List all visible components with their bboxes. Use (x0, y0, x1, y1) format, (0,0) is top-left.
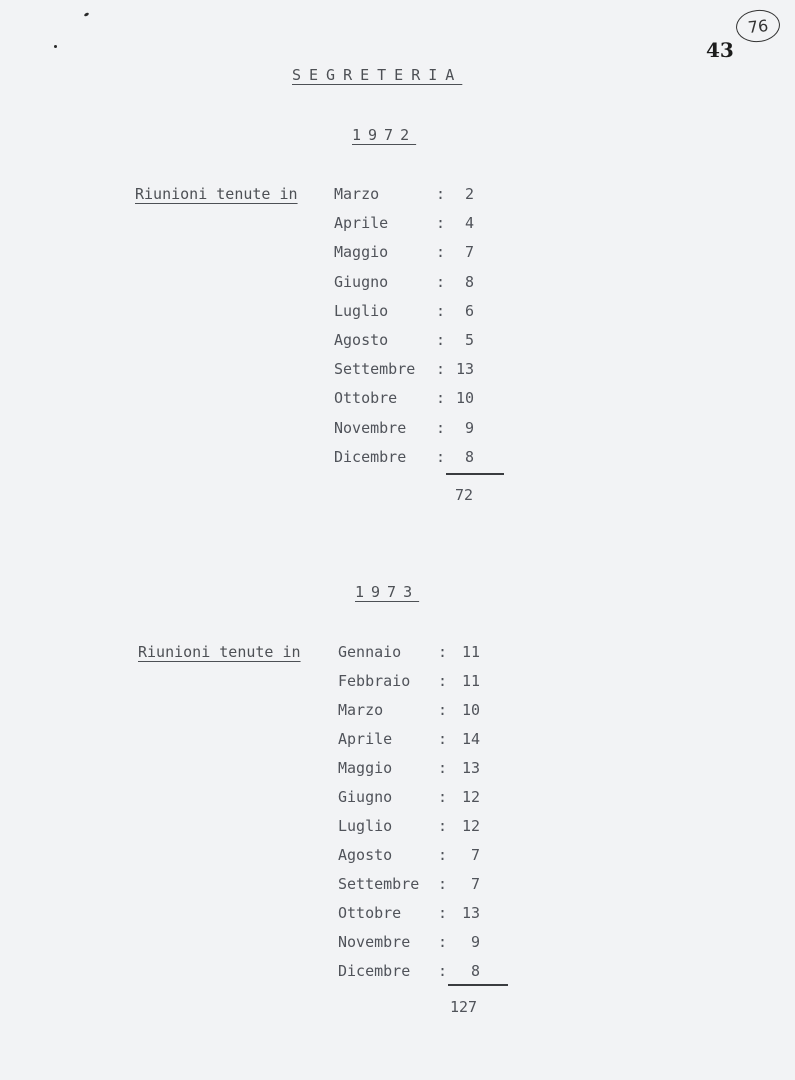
meeting-count: 9 (470, 933, 480, 951)
separator-colon: : (436, 331, 446, 349)
separator-colon: : (438, 817, 448, 835)
month-name: Febbraio (338, 672, 411, 690)
meeting-count: 8 (470, 962, 480, 980)
total-rule (448, 984, 508, 986)
month-name: Maggio (338, 759, 393, 777)
month-row (338, 759, 508, 785)
section-year: 1973 (355, 583, 420, 601)
separator-colon: : (438, 933, 448, 951)
month-name: Maggio (334, 243, 389, 262)
separator-colon: : (438, 643, 448, 661)
month-row (334, 419, 504, 445)
meeting-count: 7 (470, 875, 480, 893)
separator-colon: : (436, 185, 446, 203)
meeting-count: 4 (464, 214, 474, 233)
month-row (338, 904, 508, 930)
separator-colon: : (438, 846, 448, 864)
month-name: Novembre (334, 418, 407, 437)
month-name: Agosto (334, 331, 389, 349)
month-name: Ottobre (338, 904, 402, 922)
meeting-count: 12 (461, 817, 480, 835)
meeting-count: 11 (461, 672, 480, 690)
document-title: SEGRETERIA (292, 66, 463, 84)
separator-colon: : (438, 730, 448, 748)
separator-colon: : (436, 447, 446, 466)
month-row (338, 788, 508, 814)
meeting-count: 10 (455, 389, 474, 408)
handwritten-page-number (734, 8, 781, 44)
separator-colon: : (438, 672, 448, 690)
ink-speck (54, 45, 57, 48)
month-row (334, 448, 504, 474)
month-row (334, 302, 504, 328)
month-name: Novembre (338, 933, 411, 951)
month-row (334, 331, 504, 357)
month-name: Settembre (334, 360, 416, 379)
meeting-count: 2 (464, 185, 474, 203)
month-name: Giugno (334, 272, 389, 291)
separator-colon: : (436, 301, 446, 320)
month-row (334, 273, 504, 299)
month-name: Aprile (334, 214, 389, 233)
separator-colon: : (438, 759, 448, 777)
meeting-count: 5 (464, 331, 474, 349)
separator-colon: : (438, 904, 448, 922)
month-row (338, 875, 508, 901)
month-name: Agosto (338, 846, 393, 864)
month-row (338, 672, 508, 698)
month-row (334, 185, 504, 211)
separator-colon: : (438, 701, 448, 719)
month-name: Luglio (338, 817, 393, 835)
meeting-count: 13 (455, 360, 474, 379)
meeting-count: 8 (464, 272, 474, 291)
handwritten-page-number-text: 76 (746, 15, 770, 37)
section-total: 127 (450, 998, 478, 1016)
month-name: Luglio (334, 301, 389, 320)
separator-colon: : (436, 272, 446, 291)
month-row (338, 730, 508, 756)
month-row (338, 701, 508, 727)
separator-colon: : (436, 243, 446, 262)
meeting-count: 13 (461, 759, 480, 777)
month-name: Dicembre (334, 447, 407, 466)
month-name: Dicembre (338, 962, 411, 980)
meeting-count: 10 (461, 701, 480, 719)
month-name: Settembre (338, 875, 420, 893)
separator-colon: : (438, 875, 448, 893)
separator-colon: : (438, 788, 448, 806)
section-year: 1972 (352, 126, 417, 144)
meeting-count: 13 (461, 904, 480, 922)
meeting-count: 7 (470, 846, 480, 864)
month-name: Aprile (338, 730, 393, 748)
meeting-count: 8 (464, 447, 474, 466)
month-row (334, 243, 504, 269)
meeting-count: 7 (464, 243, 474, 262)
total-rule (446, 473, 504, 475)
month-name: Giugno (338, 788, 393, 806)
meeting-count: 11 (461, 643, 480, 661)
meeting-count: 14 (461, 730, 480, 748)
meeting-count: 9 (464, 418, 474, 437)
month-row (334, 360, 504, 386)
month-name: Ottobre (334, 389, 398, 408)
meeting-count: 12 (461, 788, 480, 806)
month-row (338, 643, 508, 669)
month-name: Marzo (338, 701, 384, 719)
month-row (338, 817, 508, 843)
separator-colon: : (438, 962, 448, 980)
separator-colon: : (436, 389, 446, 408)
meeting-count: 6 (464, 301, 474, 320)
separator-colon: : (436, 418, 446, 437)
month-row (334, 389, 504, 415)
section-label: Riunioni tenute in (138, 643, 301, 661)
month-row (334, 214, 504, 240)
month-row (338, 846, 508, 872)
month-name: Gennaio (338, 643, 402, 661)
page-number-stamp: 43 (706, 38, 734, 62)
month-row (338, 933, 508, 959)
section-total: 72 (455, 486, 474, 504)
section-label: Riunioni tenute in (135, 185, 298, 203)
separator-colon: : (436, 360, 446, 379)
month-name: Marzo (334, 185, 380, 203)
ink-speck (84, 12, 90, 17)
separator-colon: : (436, 214, 446, 233)
